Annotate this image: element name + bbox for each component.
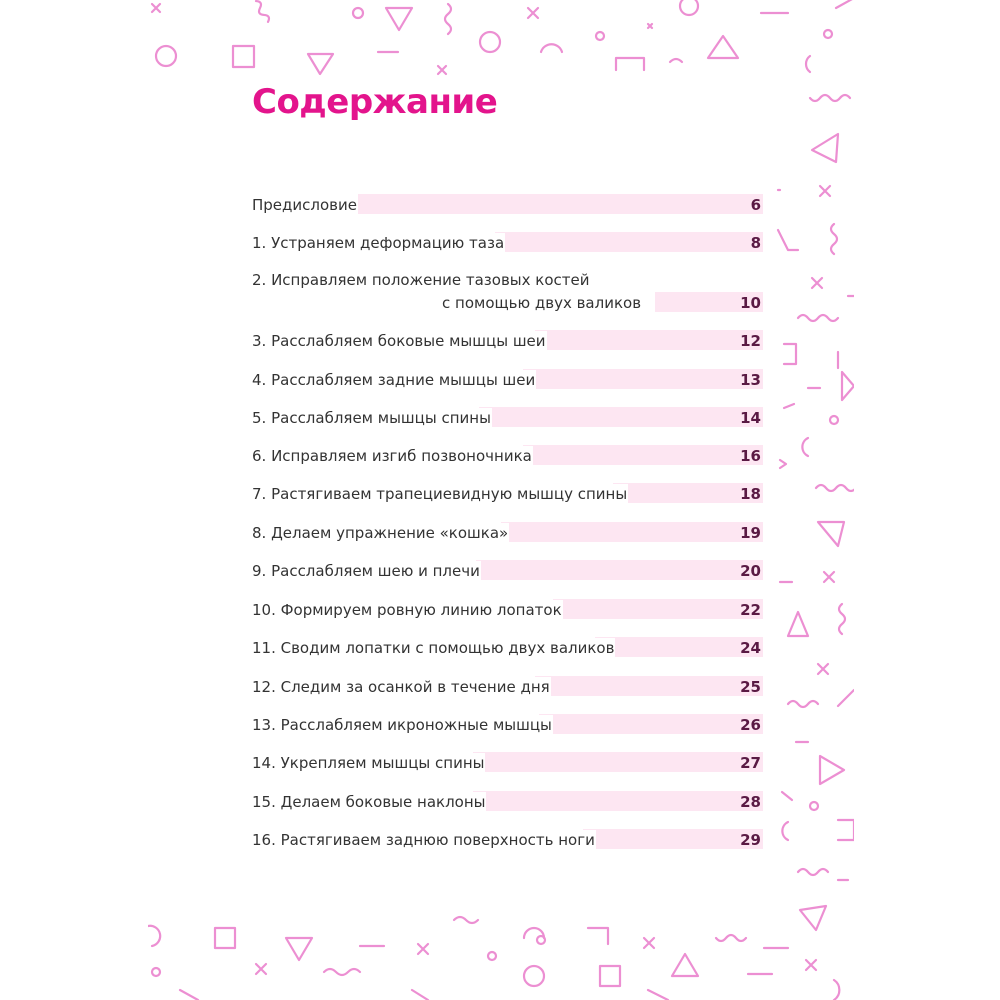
entry-page-number: 28 xyxy=(740,793,761,811)
entry-title: 13. Расслабляем икроножные мышцы xyxy=(252,716,552,734)
entry-title: 11. Сводим лопатки с помощью двух валиков xyxy=(252,639,615,657)
entry-page-number: 8 xyxy=(750,234,761,252)
entry-highlight-band xyxy=(476,560,763,580)
entry-page-number: 10 xyxy=(740,294,761,312)
entry-highlight-band xyxy=(535,330,763,350)
toc-entry[interactable] xyxy=(252,232,763,252)
entry-title: 1. Устраняем деформацию таза xyxy=(252,234,505,252)
entry-page-number: 16 xyxy=(740,447,761,465)
toc-entry[interactable] xyxy=(252,483,763,503)
entry-highlight-band xyxy=(553,599,763,619)
entry-title: 7. Растягиваем трапециевидную мышцу спины xyxy=(252,485,628,503)
table-of-contents xyxy=(252,0,763,1000)
entry-highlight-band xyxy=(473,752,763,772)
entry-page-number: 26 xyxy=(740,716,761,734)
entry-title: с помощью двух валиков xyxy=(442,294,642,312)
entry-highlight-band xyxy=(358,194,763,214)
entry-title: 15. Делаем боковые наклоны xyxy=(252,793,486,811)
toc-entry[interactable] xyxy=(252,271,763,312)
entry-page-number: 14 xyxy=(740,409,761,427)
entry-page-number: 6 xyxy=(750,196,761,214)
toc-entry[interactable] xyxy=(252,599,763,619)
entry-title: 14. Укрепляем мышцы спины xyxy=(252,754,485,772)
entry-title-line1: 2. Исправляем положение тазовых костей xyxy=(252,271,590,289)
entry-page-number: 12 xyxy=(740,332,761,350)
toc-entry[interactable] xyxy=(252,407,763,427)
entry-page-number: 25 xyxy=(740,678,761,696)
entry-highlight-band xyxy=(583,829,763,849)
toc-entry[interactable] xyxy=(252,330,763,350)
toc-entry[interactable] xyxy=(252,560,763,580)
toc-entry[interactable] xyxy=(252,791,763,811)
toc-entry[interactable] xyxy=(252,194,763,214)
entry-title: 8. Делаем упражнение «кошка» xyxy=(252,524,509,542)
entry-highlight-band xyxy=(523,369,763,389)
entry-title: 9. Расслабляем шею и плечи xyxy=(252,562,480,580)
entry-highlight-band xyxy=(523,445,763,465)
entry-highlight-band xyxy=(595,637,763,657)
toc-entry[interactable] xyxy=(252,714,763,734)
entry-highlight-band xyxy=(535,676,763,696)
entry-title: 6. Исправляем изгиб позвоночника xyxy=(252,447,532,465)
toc-entry[interactable] xyxy=(252,829,763,849)
entry-highlight-band xyxy=(479,407,763,427)
entry-title: 10. Формируем ровную линию лопаток xyxy=(252,601,562,619)
entry-highlight-band xyxy=(539,714,763,734)
toc-entry[interactable] xyxy=(252,676,763,696)
entry-highlight-band xyxy=(473,791,763,811)
page-title: Содержание xyxy=(252,82,498,122)
entry-highlight-band xyxy=(495,232,763,252)
toc-entry[interactable] xyxy=(252,637,763,657)
entry-page-number: 20 xyxy=(740,562,761,580)
entry-title: Предисловие xyxy=(252,196,357,214)
toc-entry[interactable] xyxy=(252,445,763,465)
entry-page-number: 27 xyxy=(740,754,761,772)
entry-title: 5. Расслабляем мышцы спины xyxy=(252,409,491,427)
entry-page-number: 13 xyxy=(740,371,761,389)
book-page xyxy=(148,0,854,1000)
entry-page-number: 19 xyxy=(740,524,761,542)
toc-entry[interactable] xyxy=(252,522,763,542)
entry-page-number: 18 xyxy=(740,485,761,503)
entry-title: 16. Растягиваем заднюю поверхность ноги xyxy=(252,831,595,849)
entry-page-number: 22 xyxy=(740,601,761,619)
entry-title: 12. Следим за осанкой в течение дня xyxy=(252,678,550,696)
toc-entry[interactable] xyxy=(252,752,763,772)
toc-entry[interactable] xyxy=(252,369,763,389)
entry-title: 4. Расслабляем задние мышцы шеи xyxy=(252,371,536,389)
entry-title: 3. Расслабляем боковые мышцы шеи xyxy=(252,332,546,350)
entry-highlight-band xyxy=(501,522,763,542)
entry-page-number: 29 xyxy=(740,831,761,849)
entry-page-number: 24 xyxy=(740,639,761,657)
